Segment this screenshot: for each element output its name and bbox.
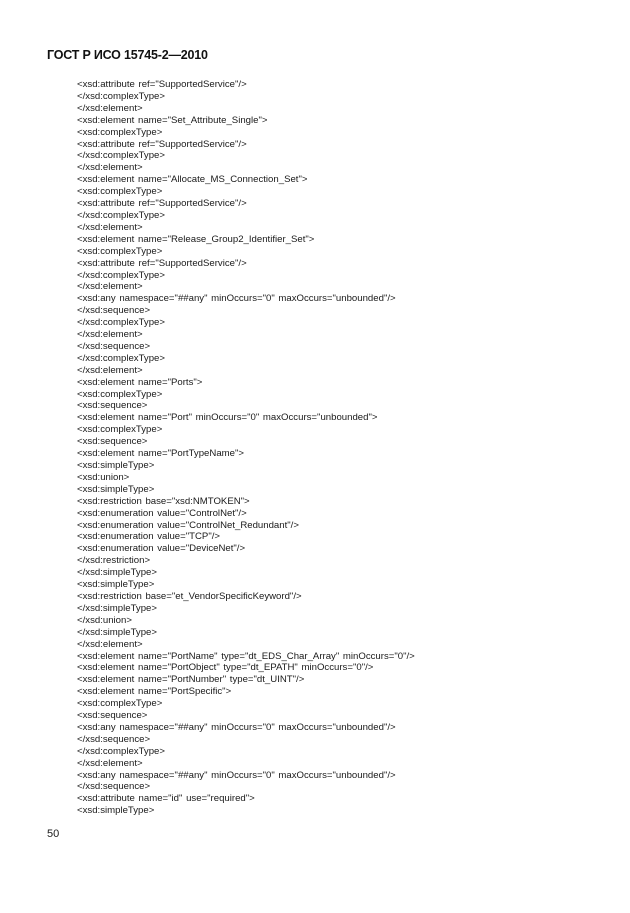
code-line: </xsd:complexType> (77, 269, 165, 281)
code-line: <xsd:restriction base="xsd:NMTOKEN"> (77, 495, 250, 507)
code-line: <xsd:element name="Port" minOccurs="0" maxOccurs="unbounded"> (77, 412, 378, 424)
code-line: </xsd:union> (77, 614, 132, 626)
code-line: <xsd:element name="PortName" type="dt_EDS_Char_Array" minOccurs="0"/> (77, 650, 415, 662)
code-line: </xsd:sequence> (77, 340, 151, 352)
code-line: <xsd:union> (77, 471, 130, 483)
code-line: </xsd:sequence> (77, 733, 151, 745)
code-line: <xsd:element name="PortNumber" type="dt_UINT"/> (77, 674, 305, 686)
code-line: <xsd:element name="Release_Group2_Identifier_Set"> (77, 233, 315, 245)
code-line: <xsd:any namespace="##any" minOccurs="0" maxOccurs="unbounded"/> (77, 769, 396, 781)
code-line: </xsd:complexType> (77, 745, 165, 757)
code-line: </xsd:sequence> (77, 781, 151, 793)
code-line: <xsd:element name="PortTypeName"> (77, 448, 244, 460)
code-line: </xsd:element> (77, 329, 143, 341)
code-line: <xsd:any namespace="##any" minOccurs="0" maxOccurs="unbounded"/> (77, 293, 396, 305)
code-line: <xsd:attribute ref="SupportedService"/> (77, 138, 247, 150)
code-line: <xsd:simpleType> (77, 460, 155, 471)
code-line: <xsd:element name="PortObject" type="dt_EPATH" minOccurs="0"/> (77, 662, 374, 674)
code-line: </xsd:complexType> (77, 209, 165, 221)
code-line: <xsd:element name="Ports"> (77, 376, 203, 388)
code-line: </xsd:sequence> (77, 305, 151, 317)
code-line: <xsd:enumeration value="TCP"/> (77, 531, 220, 543)
code-line: </xsd:element> (77, 638, 143, 650)
code-line: </xsd:element> (77, 221, 143, 233)
code-line: <xsd:simpleType> (77, 805, 155, 817)
code-line: <xsd:complexType> (77, 388, 163, 400)
code-line: <xsd:complexType> (77, 126, 163, 138)
code-line: </xsd:simpleType> (77, 567, 157, 579)
code-line: </xsd:simpleType> (77, 626, 157, 638)
code-line: <xsd:enumeration value="DeviceNet"/> (77, 543, 246, 555)
code-line: <xsd:simpleType> (77, 579, 155, 591)
code-line: </xsd:element> (77, 757, 143, 769)
code-line: <xsd:complexType> (77, 698, 163, 710)
code-line: <xsd:attribute name="id" use="required"> (77, 793, 255, 805)
code-line: <xsd:simpleType> (77, 483, 155, 495)
code-line: </xsd:element> (77, 102, 143, 114)
code-line: </xsd:complexType> (77, 90, 165, 102)
code-line: </xsd:element> (77, 281, 143, 293)
code-line: <xsd:attribute ref="SupportedService"/> (77, 79, 247, 90)
code-line: <xsd:element name="Set_Attribute_Single"> (77, 114, 268, 126)
code-line: </xsd:restriction> (77, 555, 151, 567)
code-line: <xsd:complexType> (77, 186, 163, 198)
xsd-code-listing (77, 79, 415, 817)
code-line: </xsd:complexType> (77, 150, 165, 162)
document-header-title: ГОСТ Р ИСО 15745-2—2010 (47, 48, 208, 62)
code-line: </xsd:element> (77, 364, 143, 376)
code-line: <xsd:complexType> (77, 245, 163, 257)
code-line: <xsd:attribute ref="SupportedService"/> (77, 257, 247, 269)
code-line: <xsd:sequence> (77, 400, 148, 412)
code-line: </xsd:simpleType> (77, 602, 157, 614)
code-line: <xsd:element name="PortSpecific"> (77, 686, 232, 698)
code-line: <xsd:enumeration value="ControlNet_Redundant"/> (77, 519, 299, 531)
code-line: <xsd:element name="Allocate_MS_Connection_Set"> (77, 174, 308, 186)
code-line: <xsd:complexType> (77, 424, 163, 436)
code-line: <xsd:sequence> (77, 436, 148, 448)
code-line: <xsd:restriction base="et_VendorSpecificKeyword"/> (77, 590, 302, 602)
code-line: </xsd:complexType> (77, 352, 165, 364)
code-line: </xsd:complexType> (77, 317, 165, 329)
code-line: <xsd:enumeration value="ControlNet"/> (77, 507, 247, 519)
code-line: <xsd:any namespace="##any" minOccurs="0" maxOccurs="unbounded"/> (77, 721, 396, 733)
code-line: </xsd:element> (77, 162, 143, 174)
page-number: 50 (47, 828, 60, 840)
code-line: <xsd:attribute ref="SupportedService"/> (77, 198, 247, 210)
code-line: <xsd:sequence> (77, 710, 148, 722)
